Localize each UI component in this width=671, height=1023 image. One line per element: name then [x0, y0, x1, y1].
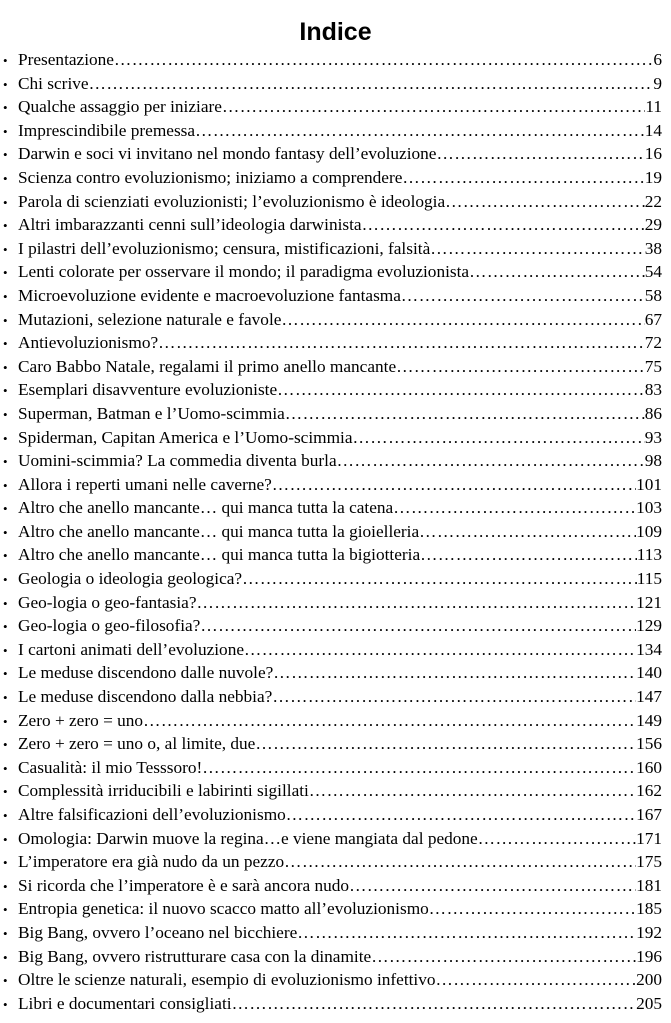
toc-entry[interactable] [3, 945, 662, 969]
toc-entry-title: Geo-logia o geo-fantasia? [18, 592, 197, 612]
toc-entry-page-number: 121 [636, 592, 662, 612]
toc-entry-title: Uomini-scimmia? La commedia diventa burla [18, 451, 337, 471]
toc-entry[interactable] [3, 827, 662, 851]
toc-entry-title: Scienza contro evoluzionismo; iniziamo a comprendere [18, 167, 403, 187]
dot-leader [272, 685, 636, 709]
dot-leader [393, 496, 636, 520]
toc-entry[interactable] [3, 661, 662, 685]
toc-entry-title: Superman, Batman e l’Uomo-scimmia [18, 403, 285, 423]
toc-entry-page-number: 101 [636, 474, 662, 494]
toc-entry[interactable] [3, 614, 662, 638]
toc-entry-page-number: 14 [644, 120, 662, 140]
toc-entry-title: Imprescindibile premessa [18, 120, 196, 140]
toc-entry-page-number: 115 [636, 569, 662, 589]
dot-leader [277, 378, 645, 402]
bullet-icon: • [3, 642, 8, 658]
bullet-icon: • [3, 760, 8, 776]
toc-entry[interactable] [3, 260, 662, 284]
toc-entry-page-number: 38 [644, 238, 662, 258]
toc-entry-title: Geo-logia o geo-filosofia? [18, 616, 201, 636]
toc-entry-page-number: 129 [636, 616, 662, 636]
bullet-icon: • [3, 100, 8, 116]
toc-entry-title: Omologia: Darwin muove la regina…e viene mangiata dal pedone [18, 828, 478, 848]
bullet-icon: • [3, 996, 8, 1012]
toc-entry-page-number: 113 [636, 545, 662, 565]
dot-leader [202, 756, 636, 780]
toc-entry-page-number: 75 [644, 356, 662, 376]
dot-leader [337, 449, 645, 473]
dot-leader [469, 260, 645, 284]
toc-entry[interactable] [3, 520, 662, 544]
toc-entry[interactable] [3, 992, 662, 1016]
dot-leader [285, 402, 645, 426]
dot-leader [297, 921, 636, 945]
toc-entry-title: Zero + zero = uno [18, 710, 144, 730]
dot-leader [401, 284, 645, 308]
toc-entry-page-number: 83 [644, 380, 662, 400]
toc-entry-title: Libri e documentari consigliati [18, 993, 232, 1013]
bullet-icon: • [3, 123, 8, 139]
toc-entry[interactable] [3, 591, 662, 615]
dot-leader [402, 166, 644, 190]
bullet-icon: • [3, 430, 8, 446]
page-title: Indice [299, 18, 372, 46]
bullet-icon: • [3, 737, 8, 753]
dot-leader [222, 95, 645, 119]
toc-entry[interactable] [3, 378, 662, 402]
dot-leader [396, 355, 645, 379]
bullet-icon: • [3, 406, 8, 422]
toc-entry-title: Chi scrive [18, 73, 89, 93]
dot-leader [371, 945, 636, 969]
toc-entry-title: Altro che anello mancante… qui manca tutta la gioielleria [18, 521, 420, 541]
toc-entry[interactable] [3, 95, 662, 119]
bullet-icon: • [3, 666, 8, 682]
toc-entry[interactable] [3, 142, 662, 166]
toc-entry-title: Antievoluzionismo? [18, 333, 159, 353]
toc-entry-title: Casualità: il mio Tesssoro! [18, 757, 203, 777]
toc-entry-page-number: 192 [636, 922, 662, 942]
toc-entry[interactable] [3, 72, 662, 96]
table-of-contents [3, 48, 662, 1015]
toc-entry-page-number: 72 [644, 333, 662, 353]
bullet-icon: • [3, 454, 8, 470]
bullet-icon: • [3, 784, 8, 800]
toc-entry-page-number: 171 [636, 828, 662, 848]
toc-entry-title: Lenti colorate per osservare il mondo; il paradigma evoluzionista [18, 262, 470, 282]
toc-entry-title: Altro che anello mancante… qui manca tutta la catena [18, 498, 394, 518]
toc-entry[interactable] [3, 473, 662, 497]
toc-entry-page-number: 160 [636, 757, 662, 777]
toc-entry-page-number: 205 [636, 993, 662, 1013]
bullet-icon: • [3, 925, 8, 941]
bullet-icon: • [3, 336, 8, 352]
toc-entry[interactable] [3, 685, 662, 709]
dot-leader [349, 874, 636, 898]
toc-entry-page-number: 109 [636, 521, 662, 541]
dot-leader [281, 308, 644, 332]
toc-entry[interactable] [3, 119, 662, 143]
bullet-icon: • [3, 808, 8, 823]
toc-entry-page-number: 19 [644, 167, 662, 187]
dot-leader [436, 142, 644, 166]
toc-entry-page-number: 134 [636, 639, 662, 659]
toc-entry-page-number: 103 [636, 498, 662, 518]
dot-leader [242, 567, 637, 591]
dot-leader [158, 331, 645, 355]
bullet-icon: • [3, 713, 8, 729]
bullet-icon: • [3, 312, 8, 328]
toc-entry-page-number: 200 [636, 970, 662, 990]
dot-leader [445, 190, 645, 214]
dot-leader [143, 709, 636, 733]
toc-entry-title: Zero + zero = uno o, al limite, due [18, 734, 256, 754]
dot-leader [195, 119, 645, 143]
dot-leader [273, 661, 636, 685]
toc-entry-title: Le meduse discendono dalla nebbia? [18, 687, 273, 707]
bullet-icon: • [3, 501, 8, 517]
toc-entry-page-number: 185 [636, 899, 662, 919]
bullet-icon: • [3, 147, 8, 163]
bullet-icon: • [3, 690, 8, 706]
toc-entry-page-number: 86 [644, 403, 662, 423]
dot-leader [89, 72, 654, 96]
toc-entry-title: Altro che anello mancante… qui manca tutta la bigiotteria [18, 545, 421, 565]
bullet-icon: • [3, 359, 8, 375]
toc-entry-page-number: 22 [644, 191, 662, 211]
toc-entry[interactable] [3, 968, 662, 992]
toc-entry[interactable] [3, 732, 662, 756]
dot-leader [436, 968, 637, 992]
dot-leader [244, 638, 636, 662]
toc-entry[interactable] [3, 897, 662, 921]
toc-entry[interactable] [3, 496, 662, 520]
dot-leader [284, 850, 636, 874]
toc-entry[interactable] [3, 426, 662, 450]
bullet-icon: • [3, 855, 8, 871]
toc-entry-title: Spiderman, Capitan America e l’Uomo-scimmia [18, 427, 353, 447]
toc-entry-page-number: 6 [653, 50, 662, 69]
bullet-icon: • [3, 973, 8, 989]
dot-leader [353, 426, 645, 450]
toc-entry-page-number: 175 [636, 852, 662, 872]
dot-leader [232, 992, 637, 1016]
toc-entry-title: Microevoluzione evidente e macroevoluzione fantasma [18, 285, 401, 305]
toc-entry[interactable] [3, 402, 662, 426]
bullet-icon: • [3, 383, 8, 399]
toc-entry-page-number: 162 [636, 781, 662, 801]
bullet-icon: • [3, 831, 8, 847]
bullet-icon: • [3, 218, 8, 234]
toc-entry[interactable] [3, 779, 662, 803]
toc-entry[interactable] [3, 874, 662, 898]
toc-entry[interactable] [3, 709, 662, 733]
bullet-icon: • [3, 524, 8, 540]
toc-entry-title: Oltre le scienze naturali, esempio di evoluzionismo infettivo [18, 970, 436, 990]
bullet-icon: • [3, 572, 8, 588]
dot-leader [200, 614, 636, 638]
dot-leader [430, 237, 644, 261]
toc-entry-title: Parola di scienziati evoluzionisti; l’evoluzionismo è ideologia [18, 191, 446, 211]
toc-entry-title: L’imperatore era già nudo da un pezzo [18, 852, 285, 872]
dot-leader [362, 213, 645, 237]
toc-entry-title: Caro Babbo Natale, regalami il primo anello mancante [18, 356, 397, 376]
bullet-icon: • [3, 241, 8, 257]
toc-entry-title: I cartoni animati dell’evoluzione [18, 639, 245, 659]
bullet-icon: • [3, 265, 8, 281]
toc-entry[interactable] [3, 166, 662, 190]
toc-entry-page-number: 98 [644, 451, 662, 471]
toc-entry[interactable] [3, 756, 662, 780]
toc-entry-title: Le meduse discendono dalle nuvole? [18, 663, 274, 683]
bullet-icon: • [3, 76, 8, 92]
toc-entry-title: Mutazioni, selezione naturale e favole [18, 309, 282, 329]
toc-entry-title: Big Bang, ovvero l’oceano nel bicchiere [18, 922, 298, 942]
bullet-icon: • [3, 477, 8, 493]
bullet-icon: • [3, 902, 8, 918]
toc-entry-title: Si ricorda che l’imperatore è e sarà ancora nudo [18, 875, 350, 895]
toc-entry-title: Geologia o ideologia geologica? [18, 569, 243, 589]
dot-leader [478, 827, 636, 851]
toc-entry-title: Big Bang, ovvero ristrutturare casa con la dinamite [18, 946, 372, 966]
toc-entry-page-number: 181 [636, 875, 662, 895]
bullet-icon: • [3, 878, 8, 894]
toc-entry-page-number: 140 [636, 663, 662, 683]
dot-leader [255, 732, 636, 756]
toc-entry-page-number: 167 [636, 805, 662, 824]
bullet-icon: • [3, 548, 8, 564]
dot-leader [114, 48, 653, 72]
toc-entry-title: Entropia genetica: il nuovo scacco matto all’evoluzionismo [18, 899, 429, 919]
dot-leader [309, 779, 636, 803]
toc-entry-title: Altri imbarazzanti cenni sull’ideologia darwinista [18, 215, 362, 235]
dot-leader [419, 520, 636, 544]
toc-entry[interactable] [3, 355, 662, 379]
bullet-icon: • [3, 619, 8, 635]
toc-entry[interactable] [3, 190, 662, 214]
dot-leader [429, 897, 636, 921]
toc-entry[interactable] [3, 638, 662, 662]
toc-entry-title: Qualche assaggio per iniziare [18, 97, 222, 117]
toc-entry[interactable] [3, 48, 662, 72]
bullet-icon: • [3, 170, 8, 186]
toc-entry[interactable] [3, 850, 662, 874]
toc-entry-title: Presentazione [18, 50, 114, 69]
bullet-icon: • [3, 53, 8, 68]
toc-entry[interactable] [3, 921, 662, 945]
toc-entry-page-number: 11 [645, 97, 662, 117]
toc-entry-page-number: 196 [636, 946, 662, 966]
toc-entry-title: Esemplari disavventure evoluzioniste [18, 380, 278, 400]
toc-entry-page-number: 16 [644, 144, 662, 164]
toc-entry[interactable] [3, 543, 662, 567]
toc-entry-page-number: 93 [644, 427, 662, 447]
dot-leader [272, 473, 636, 497]
toc-entry-page-number: 156 [636, 734, 662, 754]
dot-leader [286, 803, 636, 827]
bullet-icon: • [3, 194, 8, 210]
toc-entry-page-number: 149 [636, 710, 662, 730]
toc-entry-title: I pilastri dell’evoluzionismo; censura, mistificazioni, falsità [18, 238, 431, 258]
toc-entry-page-number: 54 [644, 262, 662, 282]
toc-entry-page-number: 9 [653, 73, 662, 93]
toc-entry-page-number: 58 [644, 285, 662, 305]
bullet-icon: • [3, 288, 8, 304]
toc-entry-title: Darwin e soci vi invitano nel mondo fantasy dell’evoluzione [18, 144, 437, 164]
toc-entry[interactable] [3, 284, 662, 308]
toc-entry-title: Altre falsificazioni dell’evoluzionismo [18, 805, 286, 824]
bullet-icon: • [3, 595, 8, 611]
toc-entry-page-number: 147 [636, 687, 662, 707]
toc-entry[interactable] [3, 308, 662, 332]
toc-entry[interactable] [3, 331, 662, 355]
toc-entry-title: Allora i reperti umani nelle caverne? [18, 474, 272, 494]
toc-entry[interactable] [3, 803, 662, 827]
bullet-icon: • [3, 949, 8, 965]
toc-entry-page-number: 67 [644, 309, 662, 329]
toc-entry[interactable] [3, 567, 662, 591]
toc-entry[interactable] [3, 213, 662, 237]
toc-entry[interactable] [3, 237, 662, 261]
toc-entry-title: Complessità irriducibili e labirinti sigillati [18, 781, 309, 801]
toc-entry-page-number: 29 [644, 215, 662, 235]
dot-leader [420, 543, 637, 567]
toc-entry[interactable] [3, 449, 662, 473]
dot-leader [197, 591, 637, 615]
